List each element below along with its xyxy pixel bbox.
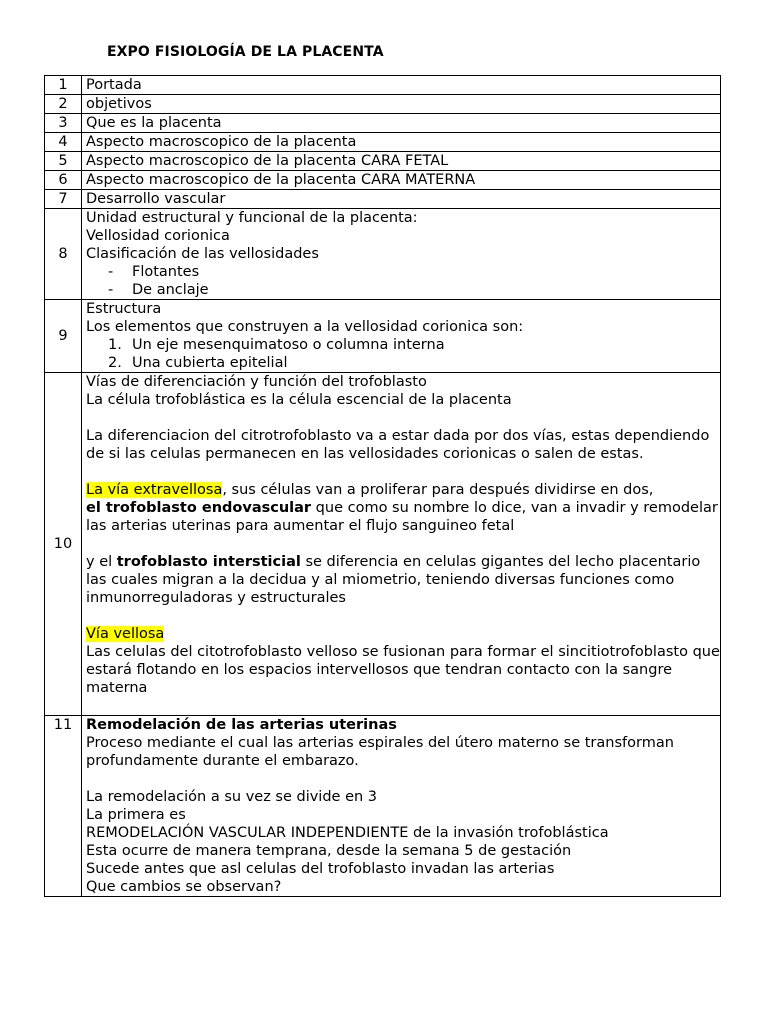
bold-text: el trofoblasto endovascular [86,500,312,516]
list-item-text: De anclaje [132,282,209,298]
row-heading [86,716,720,734]
row-line: Los elementos que construyen a la vellosidad corionica son: [86,319,524,335]
list-item-text: Una cubierta epitelial [132,355,288,371]
row-number: 3 [45,114,82,133]
row-text: Desarrollo vascular [82,190,721,209]
list-item [86,281,720,299]
paragraph: Las celulas del citotrofoblasto velloso se fusionan para formar el sincitiotrofoblasto que estará flotando en los espacios intervellosos que tendran contacto con la sangre materna [86,644,720,696]
row-number: 2 [45,95,82,114]
list-item [86,263,720,281]
row-line: Esta ocurre de manera temprana, desde la semana 5 de gestación [86,843,572,859]
row-text: Aspecto macroscopico de la placenta [82,133,721,152]
row-number: 10 [45,373,82,716]
highlighted-text: Vía vellosa [86,626,165,642]
row-line: La remodelación a su vez se divide en 3 [86,789,378,805]
table-row [45,133,721,152]
document-title: EXPO FISIOLOGÍA DE LA PLACENTA [107,44,384,60]
table-row [45,373,721,716]
table-row [45,209,721,300]
row-line: REMODELACIÓN VASCULAR INDEPENDIENTE de la invasión trofoblástica [86,825,609,841]
bold-text: trofoblasto intersticial [116,554,301,570]
spacer [86,409,720,427]
row-text: Aspecto macroscopico de la placenta CARA MATERNA [82,171,721,190]
table-row [45,152,721,171]
list-item-text: Un eje mesenquimatoso o columna interna [132,337,445,353]
paragraph [86,553,720,607]
list-item [86,336,720,354]
paragraph [86,625,720,643]
row-line: Vías de diferenciación y función del trofoblasto [86,374,427,390]
spacer [86,697,720,715]
row-number: 6 [45,171,82,190]
row-text: Portada [82,76,721,95]
row-line: Sucede antes que asl celulas del trofoblasto invadan las arterias [86,861,555,877]
row-line: Vellosidad corionica [86,228,230,244]
row-line: Estructura [86,301,162,317]
highlighted-text: La vía extravellosa [86,482,223,498]
row-number: 4 [45,133,82,152]
paragraph [86,481,720,535]
table-row [45,300,721,373]
row-number: 9 [45,300,82,373]
row-content [82,209,721,300]
bold-text: Remodelación de las arterias uterinas [86,717,397,733]
list-marker: - [108,282,114,298]
spacer [86,535,720,553]
row-number: 5 [45,152,82,171]
list-item-text: Flotantes [132,264,200,280]
outline-table [44,75,721,897]
list-item [86,354,720,372]
row-line: La primera es [86,807,186,823]
table-row [45,95,721,114]
row-content [82,373,721,716]
paragraph-text: y el [86,554,117,570]
row-line: Clasificación de las vellosidades [86,246,319,262]
row-line: La célula trofoblástica es la célula escencial de la placenta [86,392,512,408]
table-row [45,716,721,897]
paragraph: Proceso mediante el cual las arterias espirales del útero materno se transforman profundamente durante el embarazo. [86,735,674,769]
row-number: 1 [45,76,82,95]
row-line: Unidad estructural y funcional de la placenta: [86,210,418,226]
spacer [86,770,720,788]
row-text: Que es la placenta [82,114,721,133]
list-marker: 1. [108,337,122,353]
row-text: objetivos [82,95,721,114]
row-text: Aspecto macroscopico de la placenta CARA FETAL [82,152,721,171]
row-number: 11 [45,716,82,897]
paragraph-text: , sus células van a proliferar para después dividirse en dos, [222,482,654,498]
row-content [82,300,721,373]
row-number: 8 [45,209,82,300]
paragraph-text: que como su nombre lo dice, van a invadir y remodelar las arterias uterinas para aumentar el flujo sanguineo fetal [86,500,718,534]
row-number: 7 [45,190,82,209]
row-content [82,716,721,897]
table-row [45,171,721,190]
list-marker: 2. [108,355,122,371]
table-row [45,190,721,209]
paragraph: La diferenciacion del citrotrofoblasto va a estar dada por dos vías, estas dependiendo de si las celulas permanecen en las vellosidades corionicas o salen de estas. [86,428,710,462]
spacer [86,463,720,481]
row-line: Que cambios se observan? [86,879,282,895]
table-row [45,76,721,95]
spacer [86,607,720,625]
list-marker: - [108,264,114,280]
table-row [45,114,721,133]
paragraph-text: se diferencia en celulas gigantes del lecho placentario las cuales migran a la decidua y al miometrio, teniendo diversas funciones como inmunorreguladoras y estructurales [86,554,701,606]
